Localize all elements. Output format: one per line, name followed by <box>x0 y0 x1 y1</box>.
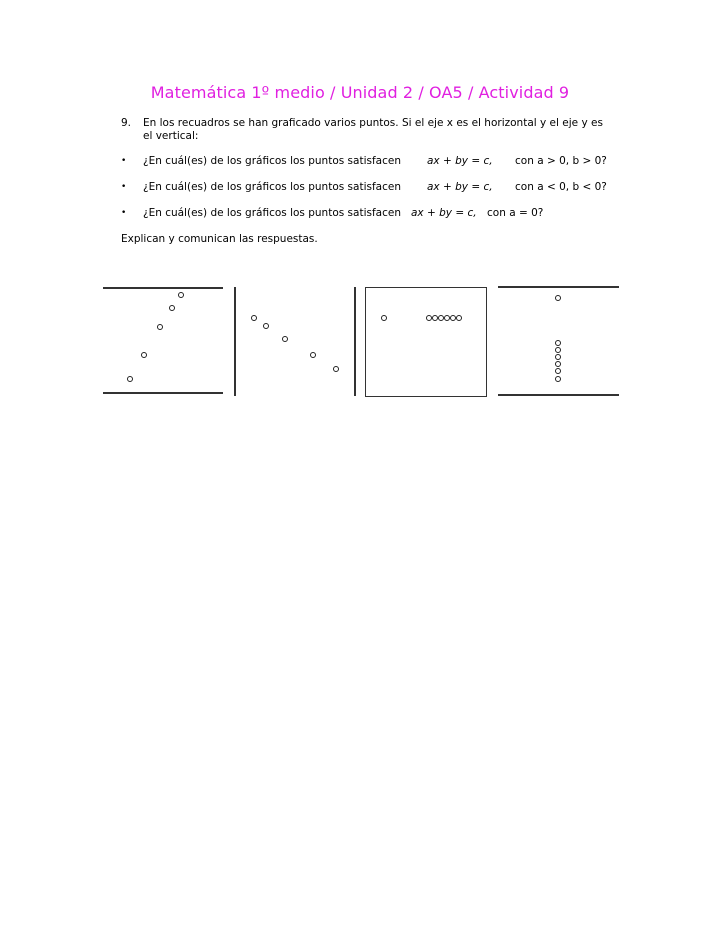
question-equation: ax + by = c, <box>427 155 493 167</box>
data-point-marker <box>555 295 561 301</box>
left-line <box>234 287 236 396</box>
data-point-marker <box>555 376 561 382</box>
data-point-marker <box>127 376 133 382</box>
page-title: Matemática 1º medio / Unidad 2 / OA5 / Actividad 9 <box>150 83 570 102</box>
data-point-marker <box>333 366 339 372</box>
bullet-icon: • <box>121 208 127 218</box>
bottom-line <box>498 394 619 396</box>
data-point-marker <box>555 354 561 360</box>
right-line <box>354 287 356 396</box>
data-point-marker <box>456 315 462 321</box>
bullet-icon: • <box>121 156 127 166</box>
graph-box <box>365 287 487 397</box>
closing-instruction: Explican y comunican las respuestas. <box>121 233 318 245</box>
intro-line-2: el vertical: <box>143 130 199 142</box>
data-point-marker <box>178 292 184 298</box>
data-point-marker <box>555 368 561 374</box>
exercise-number: 9. <box>121 117 132 129</box>
intro-line-1: En los recuadros se han graficado varios puntos. Si el eje x es el horizontal y el eje y es <box>143 117 603 129</box>
top-line <box>103 287 223 289</box>
data-point-marker <box>555 361 561 367</box>
bullet-icon: • <box>121 182 127 192</box>
data-point-marker <box>263 323 269 329</box>
question-text: ¿En cuál(es) de los gráficos los puntos satisfacen <box>143 155 401 167</box>
question-condition: con a = 0? <box>487 207 544 219</box>
data-point-marker <box>141 352 147 358</box>
question-condition: con a < 0, b < 0? <box>515 181 607 193</box>
data-point-marker <box>169 305 175 311</box>
data-point-marker <box>251 315 257 321</box>
data-point-marker <box>381 315 387 321</box>
bottom-line <box>103 392 223 394</box>
data-point-marker <box>310 352 316 358</box>
question-text: ¿En cuál(es) de los gráficos los puntos satisfacen <box>143 207 401 219</box>
question-equation: ax + by = c, <box>411 207 477 219</box>
question-condition: con a > 0, b > 0? <box>515 155 607 167</box>
data-point-marker <box>555 347 561 353</box>
data-point-marker <box>282 336 288 342</box>
question-text: ¿En cuál(es) de los gráficos los puntos satisfacen <box>143 181 401 193</box>
data-point-marker <box>157 324 163 330</box>
question-equation: ax + by = c, <box>427 181 493 193</box>
top-line <box>498 286 619 288</box>
data-point-marker <box>555 340 561 346</box>
